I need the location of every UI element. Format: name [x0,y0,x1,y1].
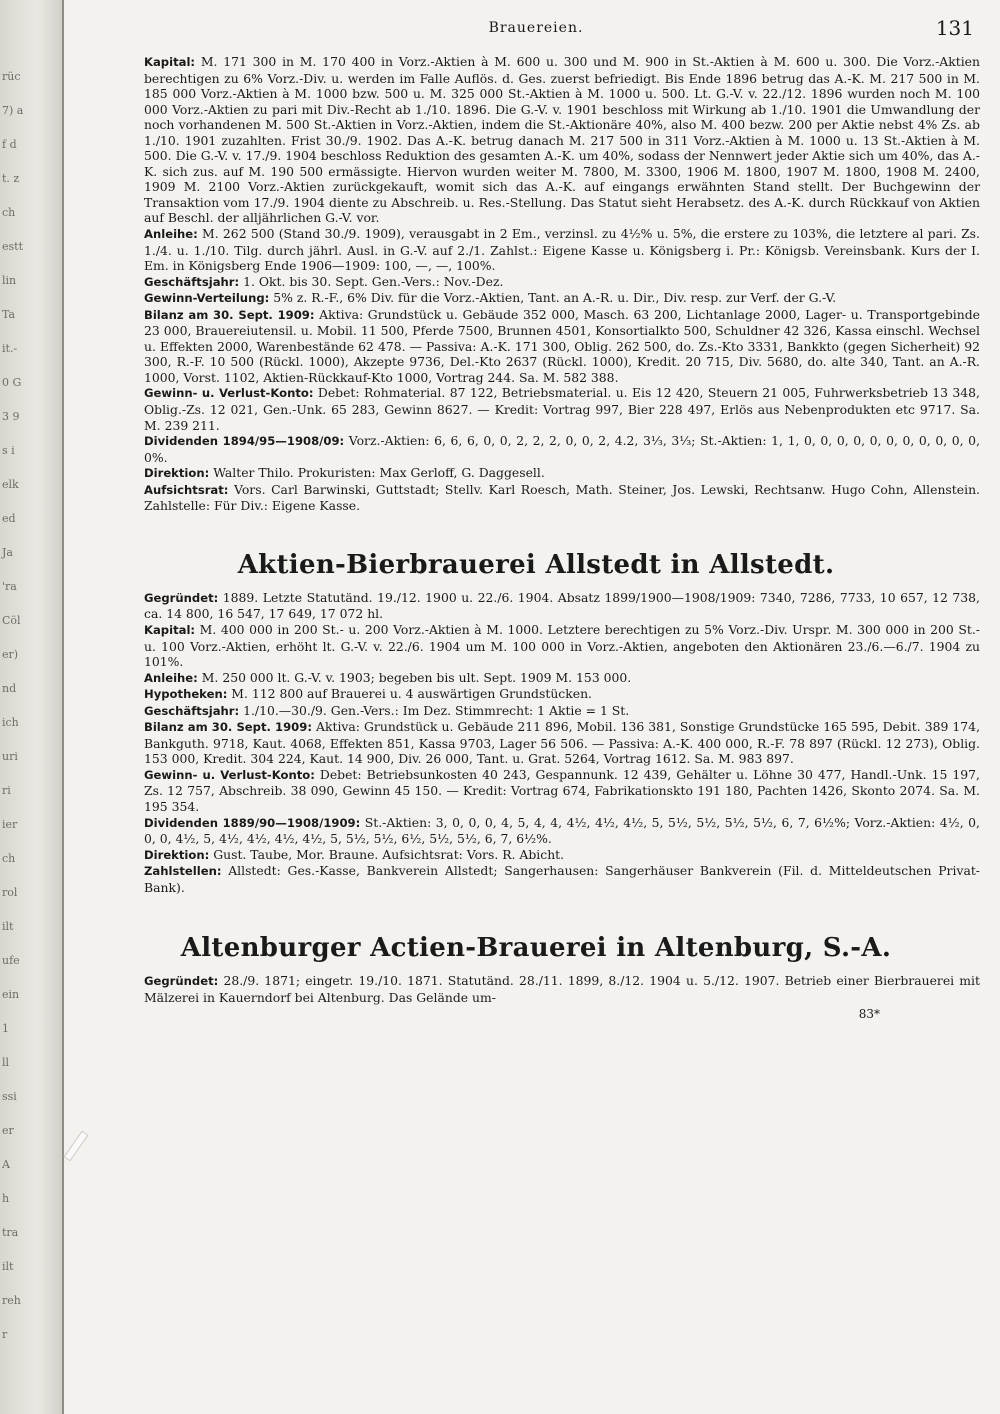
running-title: Brauereien. [488,20,584,36]
gutter-fragment: er) [2,648,19,661]
gutter-fragment: lin [2,274,17,287]
entry-text: Vors. Carl Barwinski, Guttstadt; Stellv. Karl Roesch, Math. Steiner, Jos. Lewski, Rechtsanw. Hugo Cohn, Allenstein. Zahlstelle: Für Div.: Eigene Kasse. [144,481,980,514]
entry-text: M. 262 500 (Stand 30./9. 1909), verausgabt in 2 Em., verzinsl. zu 4½% u. 5%, die erstere zu 103%, die letztere al pari. Zs. 1./4. u. 1./10. Tilg. durch jährl. Ausl. in G.-V. auf 2./1. Zahlst.: Eigene Kasse u. Königsberg i. Pr.: Königsb. Vereinsbank. Kurs der I. Em. in Königsberg Ende 1906—1909: 100, —, —, 100%. [144,226,980,274]
entry-text: 1. Okt. bis 30. Sept. Gen.-Vers.: Nov.-Dez. [243,273,504,289]
gutter-fragment: ch [2,852,16,865]
gutter-fragment: ssi [2,1090,17,1103]
gutter-fragment: ch [2,206,16,219]
gutter-fragment: er [2,1124,14,1137]
document-body [92,54,980,1005]
entry-key: Direktion: [144,847,210,862]
entry-text: St.-Aktien: 3, 0, 0, 0, 4, 5, 4, 4, 4½, 4½, 4½, 5, 5½, 5½, 5½, 5½, 6, 7, 6½%; Vorz.-Aktien: 4½, 0, 0, 0, 4½, 5, 4½, 4½, 4½, 4½, 5, 5½, 5½, 6½, 5½, 5½, 6, 7, 6½%. [144,814,980,847]
gutter-fragment: Ja [2,546,13,559]
entry-paragraph [92,767,980,815]
entry-text: Aktiva: Grundstück u. Gebäude 352 000, Masch. 63 200, Lichtanlage 2000, Lager- u. Transportgebinde 23 000, Brauereiutensil. u. Mobil. 11 500, Pferde 7500, Brunnen 4501, Konsortialkto 500, Schuldner 42 326, Kassa einschl. Wechsel u. Effekten 2000, Warenbestände 62 478. — Passiva: A.-K. 171 300, Oblig. 262 500, do. Zs.-Kto 3331, Bankkto (gegen Sicherheit) 92 300, R.-F. 10 500 (Rückl. 1000), Akzepte 9736, Del.-Kto 2637 (Rückl. 1000), Kredit. 20 715, Div. 5680, do. alte 340, Tant. an A.-R. 1000, Vorst. 1102, Aktien-Rückkauf-Kto 1000, Vortrag 244. Sa. M. 582 388. [144,306,980,385]
entry-key: Kapital: [144,622,196,637]
entry-key: Aufsichtsrat: [144,482,229,497]
gutter-fragment: ein [2,988,20,1001]
entry-text: Aktiva: Grundstück u. Gebäude 211 896, Mobil. 136 381, Sonstige Grundstücke 165 595, Debit. 389 174, Bankguth. 9718, Kaut. 4068, Effekten 851, Kassa 9703, Lager 56 506. — Passiva: A.-K. 400 000, R.-F. 78 897 (Rückl. 12 273), Oblig. 153 000, Kredit. 304 224, Kaut. 14 900, Div. 26 000, Tant. u. Grat. 5264, Vortrag 1612. Sa. M. 983 897. [144,719,981,767]
entry-paragraph [92,290,980,307]
gutter-fragment: elk [2,478,19,491]
entry-paragraph [92,847,980,864]
entry-paragraph [92,670,980,687]
signature-mark: 83* [858,1007,880,1022]
entry-paragraph [92,307,980,386]
gutter-fragment: estt [2,240,23,253]
gutter-fragment: 'ra [2,580,17,593]
entry-text: Debet: Betriebsunkosten 40 243, Gespannunk. 12 439, Gehälter u. Löhne 30 477, Handl.-Unk. 15 197, Zs. 12 757, Abschreib. 38 090, Gewinn 45 150. — Kredit: Vortrag 674, Fabrikationskto 191 180, Pachten 1426, Skonto 2074. Sa. M. 195 354. [144,766,980,814]
entry-paragraph [92,385,980,433]
entry-key: Gewinn- u. Verlust-Konto: [144,767,315,782]
gutter-fragment: 7) a [2,104,24,117]
entry-key: Dividenden 1889/90—1908/1909: [144,815,361,830]
entry-text: Gust. Taube, Mor. Braune. Aufsichtsrat: Vors. R. Abicht. [213,846,565,862]
entry-key: Bilanz am 30. Sept. 1909: [144,307,315,322]
entry-key: Gewinn-Verteilung: [144,291,270,306]
gutter-fragment: ier [2,818,18,831]
entry-text: M. 250 000 lt. G.-V. v. 1903; begeben bis ult. Sept. 1909 M. 153 000. [201,669,632,685]
gutter-fragment: ilt [2,1260,14,1273]
entry-key: Geschäftsjahr: [144,274,240,289]
entry-key: Gewinn- u. Verlust-Konto: [144,386,314,401]
entry-paragraph [92,54,980,226]
entry-paragraph [92,590,980,622]
gutter-fragment: tra [2,1226,19,1239]
entry-text: Vorz.-Aktien: 6, 6, 6, 0, 0, 2, 2, 2, 0, 0, 2, 4.2, 3⅓, 3⅓; St.-Aktien: 1, 1, 0, 0, 0, 0, 0, 0, 0, 0, 0, 0, 0, 0%. [144,433,981,465]
entry-paragraph [92,274,980,291]
entry-text: 5% z. R.-F., 6% Div. für die Vorz.-Aktien, Tant. an A.-R. u. Dir., Div. resp. zur Verf. der G.-V. [273,290,837,306]
entry-text: 28./9. 1871; eingetr. 19./10. 1871. Statutänd. 28./11. 1899, 8./12. 1904 u. 5./12. 1907. Betrieb einer Bierbrauerei mit Mälzerei in Kauerndorf bei Altenburg. Das Gelände um- [144,973,980,1005]
entry-text: 1889. Letzte Statutänd. 19./12. 1900 u. 22./6. 1904. Absatz 1899/1900—1908/1909: 7340, 7286, 7733, 10 657, 12 738, ca. 14 800, 16 547, 17 649, 17 072 hl. [144,589,980,622]
entry-paragraph [92,863,980,895]
gutter-fragment: reh [2,1294,21,1307]
entry-text: M. 112 800 auf Brauerei u. 4 auswärtigen Grundstücken. [231,686,592,702]
entry-paragraph [92,226,980,274]
entry-paragraph [92,703,980,720]
left-page-gutter [0,0,64,1414]
gutter-fragment: 0 G [2,376,22,389]
gutter-fragment: t. z [2,172,20,185]
entry-key: Zahlstellen: [144,864,222,879]
bookmark-strip [64,1131,89,1162]
gutter-fragment: A [2,1158,10,1171]
entry-key: Gegründet: [144,974,219,989]
entry-key: Anleihe: [144,227,198,242]
gutter-fragment: ich [2,716,19,729]
page [92,14,980,1021]
entry-text: 1./10.—30./9. Gen.-Vers.: Im Dez. Stimmrecht: 1 Aktie = 1 St. [243,702,630,718]
entry-key: Direktion: [144,466,210,481]
entry-key: Kapital: [144,55,196,69]
gutter-fragment: Cöl [2,614,21,627]
entry-text: M. 400 000 in 200 St.- u. 200 Vorz.-Aktien à M. 1000. Letztere berechtigen zu 5% Vorz.-Div. Urspr. M. 300 000 in 200 St.- u. 100 Vorz.-Aktien, erhöht lt. G.-V. v. 22./6. 1904 um M. 100 000 in Vorz.-Aktien, angeboten den Aktionären 23./6.—6./7. 1904 zu 101%. [144,621,980,670]
entry-text: Allstedt: Ges.-Kasse, Bankverein Allstedt; Sangerhausen: Sangerhäuser Bankverein (Fil. d. Mitteldeutschen Privat-Bank). [144,863,980,895]
gutter-fragment: Ta [2,308,16,321]
gutter-fragment: h [2,1192,10,1205]
entry-paragraph [92,719,980,767]
company-entry [92,973,980,1005]
gutter-fragment: it.- [2,342,18,355]
entry-paragraph [92,815,980,847]
company-heading: Aktien-Bierbrauerei Allstedt in Allstedt. [237,549,835,580]
gutter-fragment: uri [2,750,18,763]
gutter-fragment: ufe [2,954,20,967]
entry-key: Geschäftsjahr: [144,703,240,718]
entry-paragraph [92,686,980,703]
entry-text: Debet: Rohmaterial. 87 122, Betriebsmaterial. u. Eis 12 420, Steuern 21 005, Fuhrwerksbetrieb 13 348, Oblig.-Zs. 12 021, Gen.-Unk. 65 283, Gewinn 8627. — Kredit: Vortrag 997, Bier 228 497, Erlös aus Nebenprodukten etc 9717. Sa. M. 239 211. [144,385,980,433]
entry-paragraph [92,622,980,670]
entry-key: Anleihe: [144,670,198,685]
entry-paragraph [92,482,980,514]
entry-paragraph [92,465,980,482]
entry-key: Dividenden 1894/95—1908/09: [144,434,345,449]
gutter-fragment: nd [2,682,17,695]
page-number: 131 [935,16,974,40]
entry-paragraph [92,433,980,465]
entry-paragraph [92,973,980,1005]
gutter-fragment: rol [2,886,18,899]
company-heading: Altenburger Actien-Brauerei in Altenburg, S.-A. [180,933,892,964]
company-entry [92,54,980,514]
company-entry [92,590,980,895]
gutter-fragment: ilt [2,920,14,933]
entry-key: Gegründet: [144,590,219,605]
page-header [92,14,980,54]
gutter-fragment: r [2,1328,8,1341]
entry-text: M. 171 300 in M. 170 400 in Vorz.-Aktien à M. 600 u. 300 und M. 900 in St.-Aktien à M. 600 u. 300. Die Vorz.-Aktien berechtigen zu 6% Vorz.-Div. u. werden im Falle Auflös. d. Ges. zuerst befriedigt. Bis Ende 1896 betrug das A.-K. M. 217 500 in M. 185 000 Vorz.-Aktien à M. 1000 bzw. 500 u. M. 325 000 St.-Aktien à M. 1000 u. 500. Lt. G.-V. v. 22./12. 1896 wurden noch M. 100 000 Vorz.-Aktien zu pari mit Div.-Recht ab 1./10. 1896. Die G.-V. v. 1901 beschloss mit Wirkung ab 1./10. 1901 die Umwandlung der noch vorhandenen M. 500 St.-Aktien in Vorz.-Aktien, indem die St.-Aktionäre 40%, also M. 400 bezw. 200 per Aktie nebst 4% Zs. ab 1./10. 1901 zuzahlten. Frist 30./9. 1902. Das A.-K. betrug danach M. 217 500 in 311 Vorz.-Aktien à M. 1000 u. 13 St.-Aktien à M. 500. Die G.-V. v. 17./9. 1904 beschloss Reduktion des gesamten A.-K. um 40%, sodass der Nennwert jeder Aktie sich um 40%, das A.-K. sich zus. auf M. 190 500 ermässigte. Hiervon wurden weiter M. 7800, M. 3300, 1906 M. 1800, 1907 M. 1800, 1908 M. 2400, 1909 M. 2100 Vorz.-Aktien zurückgekauft, womit sich das A.-K. auf eingangs erwähnten Stand stellt. Der Buchgewinn der Transaktion vom 17./9. 1904 diente zu Abschreib. u. Res.-Stellung. Das Statut sieht Herabsetz. des A.-K. durch Rückkauf von Aktien auf Beschl. der alljährlichen G.-V. vor. [144,54,980,226]
gutter-fragment: ed [2,512,16,525]
gutter-fragment: f d [2,138,17,151]
gutter-fragment: rüc [2,70,21,83]
gutter-fragment: 3 9 [2,410,20,423]
entry-key: Bilanz am 30. Sept. 1909: [144,720,312,735]
gutter-fragment: s i [2,444,15,457]
gutter-fragment: ll [2,1056,10,1069]
gutter-fragment: 1 [2,1022,9,1035]
entry-text: Walter Thilo. Prokuristen: Max Gerloff, G. Daggesell. [213,465,545,481]
entry-key: Hypotheken: [144,687,228,702]
gutter-fragment: ri [2,784,11,797]
